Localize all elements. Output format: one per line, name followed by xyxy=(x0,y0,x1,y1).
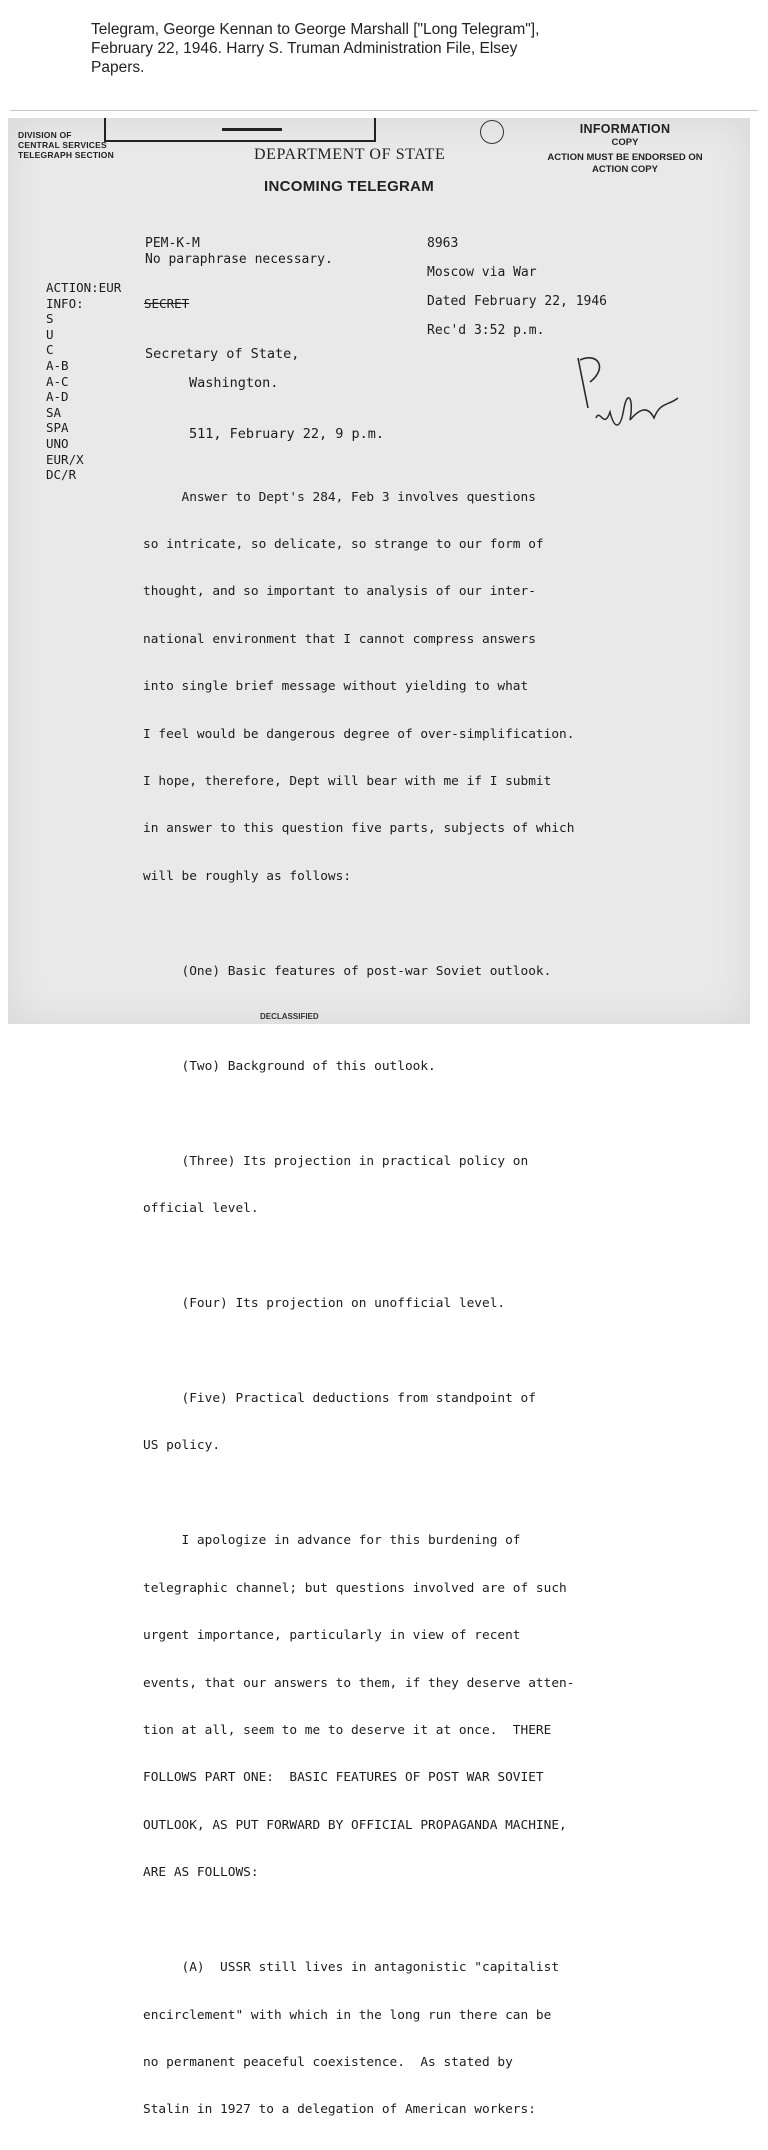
addressee xyxy=(145,346,299,392)
routing-entry: A-B xyxy=(46,357,69,373)
outline-item: (Five) Practical deductions from standpoint of xyxy=(143,1391,536,1407)
routing-entry: SA xyxy=(46,404,62,420)
routing-list xyxy=(46,280,190,483)
body-line: thought, and so important to analysis of our inter- xyxy=(143,584,536,600)
outline-item: (Two) Background of this outlook. xyxy=(143,1058,436,1074)
division-line: TELEGRAPH SECTION xyxy=(18,150,114,160)
body-line: urgent importance, particularly in view of recent xyxy=(143,1628,521,1644)
body-line: in answer to this question five parts, subjects of which xyxy=(143,821,575,837)
telegram-type: INCOMING TELEGRAM xyxy=(264,178,435,195)
body-line: no permanent peaceful coexistence. As stated by xyxy=(143,2054,513,2070)
header-left xyxy=(145,236,333,268)
body-line: ARE AS FOLLOWS: xyxy=(143,1865,259,1881)
information-copy-block xyxy=(540,122,710,176)
division-line: DIVISION OF xyxy=(18,130,72,140)
info-copy: COPY xyxy=(611,137,639,148)
classification-struck: SECRET xyxy=(144,295,190,311)
outline-item: US policy. xyxy=(143,1438,221,1454)
declassified-stamp: DECLASSIFIED xyxy=(260,1012,319,1021)
body-line: Stalin in 1927 to a delegation of American workers: xyxy=(143,2102,536,2118)
body-line: I feel would be dangerous degree of over-simplification. xyxy=(143,726,575,742)
caption-divider xyxy=(10,110,758,111)
routing-entry: UNO xyxy=(46,435,69,451)
routing-entry: ACTION:EUR xyxy=(46,280,122,295)
message-body xyxy=(143,458,663,2150)
body-line: tion at all, seem to me to deserve it at once. THERE xyxy=(143,1722,552,1738)
outline-item: (Four) Its projection on unofficial level. xyxy=(143,1296,506,1312)
body-line: into single brief message without yielding to what xyxy=(143,679,529,695)
body-line: (A) USSR still lives in antagonistic "capitalist xyxy=(143,1960,560,1976)
handwritten-initials xyxy=(568,348,698,438)
body-line: national environment that I cannot compress answers xyxy=(143,631,536,647)
body-line: will be roughly as follows: xyxy=(143,868,352,884)
info-title: INFORMATION xyxy=(579,122,671,136)
body-line: Answer to Dept's 284, Feb 3 involves questions xyxy=(143,489,536,505)
outline-item: (One) Basic features of post-war Soviet outlook. xyxy=(143,963,552,979)
body-line: I apologize in advance for this burdening of xyxy=(143,1533,521,1549)
addressee-to: Secretary of State, xyxy=(145,346,300,362)
routing-entry: A-D xyxy=(46,389,69,405)
division-line: CENTRAL SERVICES xyxy=(18,140,107,150)
body-line: FOLLOWS PART ONE: BASIC FEATURES OF POST WAR SOVIET xyxy=(143,1770,544,1786)
routing-entry: DC/R xyxy=(46,467,77,483)
document-caption: Telegram, George Kennan to George Marshall ["Long Telegram"], February 22, 1946. Harry S. Truman Administration File, Elsey Papers. xyxy=(91,21,540,76)
origin: Moscow via War xyxy=(427,265,537,280)
telegram-scan xyxy=(8,118,750,2118)
routing-entry: INFO: xyxy=(46,295,84,311)
message-date: 511, February 22, 9 p.m. xyxy=(189,426,385,442)
paraphrase-note: No paraphrase necessary. xyxy=(145,252,333,267)
routing-entry: C xyxy=(46,342,54,358)
stamp-mark xyxy=(222,128,282,131)
body-line: telegraphic channel; but questions involved are of such xyxy=(143,1580,567,1596)
routing-entry: EUR/X xyxy=(46,451,84,467)
body-line: events, that our answers to them, if they deserve atten- xyxy=(143,1675,575,1691)
punch-hole-mark xyxy=(480,120,504,144)
routing-entry: A-C xyxy=(46,373,69,389)
telegram-number: 8963 xyxy=(427,236,459,251)
routing-entry: U xyxy=(46,326,54,342)
body-line: OUTLOOK, AS PUT FORWARD BY OFFICIAL PROPAGANDA MACHINE, xyxy=(143,1817,567,1833)
body-line: I hope, therefore, Dept will bear with me if I submit xyxy=(143,773,552,789)
header-right xyxy=(427,236,607,352)
routing-code: PEM-K-M xyxy=(145,236,200,251)
department-heading: DEPARTMENT OF STATE xyxy=(254,146,446,163)
routing-entry: S xyxy=(46,311,54,327)
dated: Dated February 22, 1946 xyxy=(427,294,608,309)
addressee-city: Washington. xyxy=(189,375,279,391)
body-line: so intricate, so delicate, so strange to our form of xyxy=(143,536,544,552)
outline-item: official level. xyxy=(143,1201,259,1217)
received: Rec'd 3:52 p.m. xyxy=(427,323,545,338)
division-stamp xyxy=(18,130,148,160)
routing-entry: SPA xyxy=(46,420,69,436)
body-line: encirclement" with which in the long run there can be xyxy=(143,2007,552,2023)
info-note: ACTION MUST BE ENDORSED ON ACTION COPY xyxy=(547,152,703,175)
outline-item: (Three) Its projection in practical policy on xyxy=(143,1153,529,1169)
